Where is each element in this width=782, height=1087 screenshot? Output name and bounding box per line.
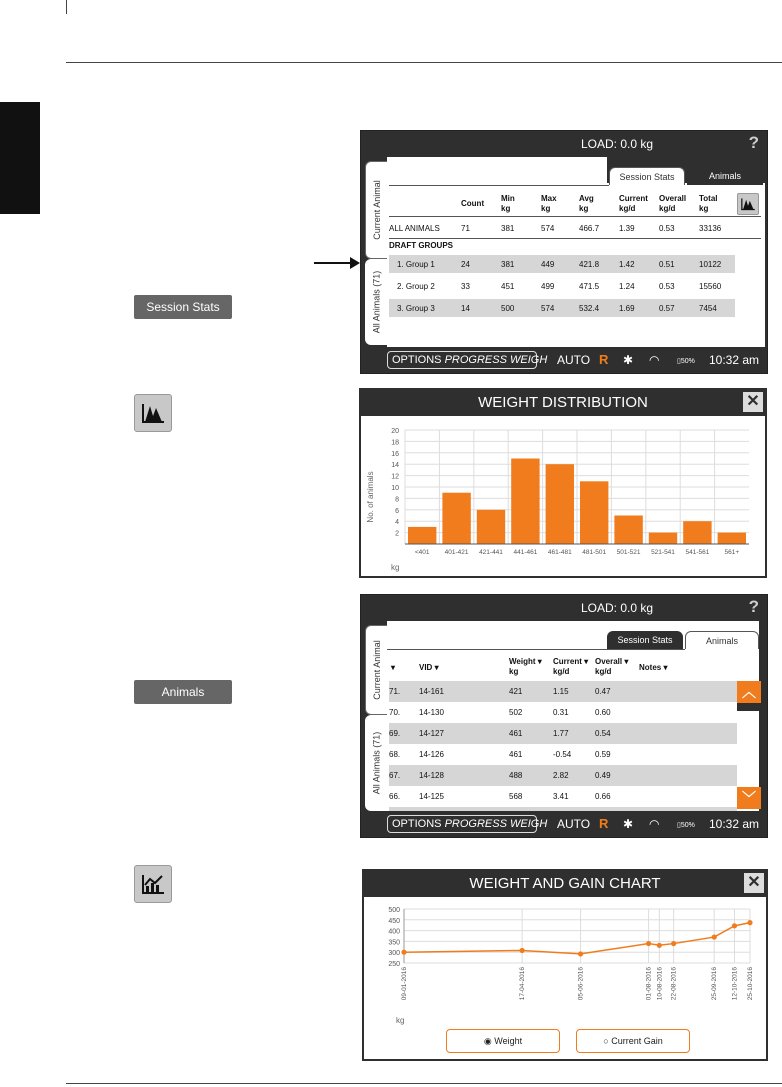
cell: 381 xyxy=(501,224,515,233)
x-tick-label: 441-461 xyxy=(513,549,538,556)
cell: 0.53 xyxy=(659,282,675,291)
cell-current: 1.15 xyxy=(553,687,569,696)
cell-vid: 14-130 xyxy=(419,708,444,717)
stats-table xyxy=(389,191,761,341)
cell-current: 1.77 xyxy=(553,729,569,738)
histogram-icon xyxy=(140,402,166,424)
y-tick-label: 8 xyxy=(395,496,399,504)
bar xyxy=(649,533,677,544)
cell-vid: 14-125 xyxy=(419,792,444,801)
data-point xyxy=(578,951,583,956)
cell: 1.39 xyxy=(619,224,635,233)
cell-n: 71. xyxy=(389,687,401,696)
y-tick-label: 300 xyxy=(388,950,400,958)
top-rule-short xyxy=(66,0,67,14)
battery-icon: ▯50% xyxy=(677,822,695,829)
cell: 33136 xyxy=(699,224,722,233)
top-bar xyxy=(361,595,767,621)
data-point xyxy=(520,948,525,953)
help-icon[interactable]: ? xyxy=(748,597,759,616)
cell-vid: 14-161 xyxy=(419,687,444,696)
x-tick-label: 561+ xyxy=(724,549,740,556)
cell: 0.57 xyxy=(659,304,675,313)
scroll-up-button[interactable]: ︿ xyxy=(737,681,761,703)
top-bar xyxy=(361,131,767,157)
weight-distribution-icon-button[interactable] xyxy=(134,394,172,432)
callout-arrow-line xyxy=(314,262,354,264)
status-bar xyxy=(361,811,767,837)
row-name: 2. Group 2 xyxy=(397,282,435,291)
cell: 421.8 xyxy=(579,260,600,269)
cell-current: 2.82 xyxy=(553,771,569,780)
cell: 15560 xyxy=(699,282,722,291)
cell-vid: 14-127 xyxy=(419,729,444,738)
animal-row[interactable] xyxy=(389,681,737,702)
x-tick-label: 05-06-2016 xyxy=(577,967,585,1001)
y-tick-label: 14 xyxy=(391,462,399,470)
y-tick-label: 500 xyxy=(388,907,400,914)
all-animals-row[interactable] xyxy=(389,219,761,237)
load-readout: LOAD: 0.0 kg xyxy=(581,137,654,151)
row-name: 3. Group 3 xyxy=(397,304,435,313)
bluetooth-icon: ✱ xyxy=(623,817,634,831)
cell: 574 xyxy=(541,224,555,233)
x-axis-label: kg xyxy=(391,563,400,572)
draft-groups-label: DRAFT GROUPS xyxy=(389,241,453,250)
animal-row[interactable] xyxy=(389,723,737,744)
bar xyxy=(408,527,436,544)
session-stats-button[interactable]: Session Stats xyxy=(134,295,232,319)
cell-overall: 0.66 xyxy=(595,792,611,801)
weight-gain-icon-button[interactable] xyxy=(134,865,172,903)
cell: 471.5 xyxy=(579,282,600,291)
tab-all-animals[interactable]: All Animals (71) xyxy=(365,715,387,811)
x-tick-label: 521-541 xyxy=(651,549,675,556)
tab-current-animal[interactable]: Current Animal xyxy=(365,625,387,715)
cell: 1.24 xyxy=(619,282,635,291)
cell-weight: 421 xyxy=(509,687,523,696)
y-tick-label: 4 xyxy=(395,519,399,527)
cell-weight: 502 xyxy=(509,708,523,717)
x-tick-label: 12-10-2016 xyxy=(731,967,739,1001)
cell-overall: 0.54 xyxy=(595,729,611,738)
x-tick-label: 541-561 xyxy=(685,549,710,556)
r-indicator: R xyxy=(599,352,609,367)
data-point xyxy=(401,950,406,955)
x-tick-label: 25-09-2016 xyxy=(711,967,719,1001)
col-total: Total kg xyxy=(699,194,718,213)
cell: 71 xyxy=(461,224,470,233)
line-chart-icon xyxy=(140,873,166,895)
weight-distribution-dialog xyxy=(359,388,767,578)
x-tick-label: <401 xyxy=(414,549,430,556)
bottom-rule xyxy=(66,1083,782,1084)
y-tick-label: 20 xyxy=(391,428,399,435)
y-tick-label: 12 xyxy=(391,473,399,481)
dialog-title: WEIGHT AND GAIN CHART xyxy=(364,871,766,897)
x-tick-label: 481-501 xyxy=(582,549,607,556)
tab-animals[interactable]: Animals xyxy=(687,167,763,185)
col-min: Min kg xyxy=(501,194,515,213)
tab-session-stats[interactable]: Session Stats xyxy=(609,167,685,185)
bar xyxy=(442,493,470,544)
data-point xyxy=(671,941,676,946)
x-tick-label: 501-521 xyxy=(616,549,641,556)
y-tick-label: 10 xyxy=(391,485,399,492)
animals-table xyxy=(389,651,737,811)
bluetooth-icon: ✱ xyxy=(623,353,634,367)
animal-row[interactable] xyxy=(389,744,737,765)
cell: 381 xyxy=(501,260,515,269)
animals-screen xyxy=(360,594,768,838)
col-max: Max kg xyxy=(541,194,557,213)
data-point xyxy=(712,934,717,939)
histogram-icon xyxy=(740,197,756,211)
y-tick-label: 2 xyxy=(395,530,399,538)
x-tick-label: 25-10-2016 xyxy=(747,967,754,1001)
cell: 466.7 xyxy=(579,224,600,233)
bar xyxy=(477,510,505,544)
col-notes[interactable]: Notes ▾ xyxy=(639,663,668,672)
cell: 14 xyxy=(461,304,470,313)
y-tick-label: 6 xyxy=(395,507,399,515)
cell-n: 66. xyxy=(389,792,401,801)
y-tick-label: 350 xyxy=(388,939,400,947)
cell-n: 70. xyxy=(389,708,401,717)
cell: 532.4 xyxy=(579,304,600,313)
x-tick-label: 09-01-2016 xyxy=(401,967,408,1001)
cell: 500 xyxy=(501,304,515,313)
group-row[interactable] xyxy=(389,277,735,295)
x-tick-label: 17-04-2016 xyxy=(519,967,527,1001)
weight-gain-dialog xyxy=(362,869,768,1061)
cell-n: 67. xyxy=(389,771,401,780)
session-stats-screen xyxy=(360,130,768,374)
y-tick-label: 400 xyxy=(388,928,400,936)
col-count: Count xyxy=(461,199,485,208)
cell: 574 xyxy=(541,304,555,313)
cell-overall: 0.60 xyxy=(595,708,611,717)
cell: 451 xyxy=(501,282,515,291)
header-divider xyxy=(389,216,761,217)
section-side-tab xyxy=(0,102,40,214)
x-tick-label: 461-481 xyxy=(547,549,572,556)
tab-strip-line xyxy=(389,185,609,186)
cell: 499 xyxy=(541,282,555,291)
auto-indicator: AUTO xyxy=(557,353,591,367)
cell-overall: 0.47 xyxy=(595,687,611,696)
cell-current: 0.31 xyxy=(553,708,569,717)
col-weight[interactable]: Weight ▾ kg xyxy=(509,657,542,676)
scroll-down-button[interactable]: ﹀ xyxy=(737,787,761,809)
tab-session-stats[interactable]: Session Stats xyxy=(607,631,683,649)
x-tick-label: 10-08-2016 xyxy=(656,967,664,1001)
cell: 7454 xyxy=(699,304,717,313)
cell-current: 3.41 xyxy=(553,792,569,801)
x-tick-label: 421-441 xyxy=(479,549,503,556)
tab-strip-fill xyxy=(387,157,607,185)
row-name: ALL ANIMALS xyxy=(389,224,440,233)
x-axis-label: kg xyxy=(396,1016,405,1025)
y-tick-label: 18 xyxy=(391,439,399,447)
auto-indicator: AUTO xyxy=(557,817,591,831)
group-row[interactable] xyxy=(389,299,735,317)
tab-strip-line xyxy=(387,649,685,650)
col-avg: Avg kg xyxy=(579,194,594,213)
tab-all-animals[interactable]: All Animals (71) xyxy=(365,259,387,345)
cell-weight: 461 xyxy=(509,750,523,759)
clock: 10:32 am xyxy=(709,817,760,831)
bar xyxy=(614,516,642,545)
cell: 0.53 xyxy=(659,224,675,233)
cell-current: -0.54 xyxy=(553,750,572,759)
row-name: 1. Group 1 xyxy=(397,260,435,269)
options-progress-weigh-button[interactable]: OPTIONS PROGRESS WEIGH xyxy=(387,351,537,369)
cell-n: 68. xyxy=(389,750,401,759)
bar xyxy=(580,481,608,544)
col-current[interactable]: Current ▾ kg/d xyxy=(553,657,589,676)
load-readout: LOAD: 0.0 kg xyxy=(581,601,654,615)
y-tick-label: 450 xyxy=(388,917,400,925)
wifi-icon: ◠ xyxy=(649,817,660,831)
col-vid[interactable]: VID ▾ xyxy=(419,663,439,672)
bar xyxy=(546,464,574,544)
current-gain-radio-button[interactable]: ○ Current Gain xyxy=(576,1029,690,1053)
x-tick-label: 01-08-2016 xyxy=(645,967,653,1001)
animal-row[interactable] xyxy=(389,702,737,723)
animal-row[interactable] xyxy=(389,786,737,807)
tab-animals[interactable]: Animals xyxy=(685,631,759,649)
r-indicator: R xyxy=(599,816,609,831)
row-divider xyxy=(389,238,761,239)
bar xyxy=(511,459,539,545)
x-tick-label: 401-421 xyxy=(444,549,469,556)
cell: 10122 xyxy=(699,260,722,269)
col-overall[interactable]: Overall ▾ kg/d xyxy=(595,657,629,676)
cell-overall: 0.59 xyxy=(595,750,611,759)
dialog-title: WEIGHT DISTRIBUTION xyxy=(361,390,765,416)
cell-vid: 14-126 xyxy=(419,750,444,759)
cell: 0.51 xyxy=(659,260,675,269)
tab-current-animal[interactable]: Current Animal xyxy=(365,161,387,259)
y-tick-label: 250 xyxy=(388,961,400,968)
cell-overall: 0.49 xyxy=(595,771,611,780)
cell: 33 xyxy=(461,282,470,291)
y-tick-label: 16 xyxy=(391,450,399,458)
animal-row[interactable] xyxy=(389,765,737,786)
animals-button[interactable]: Animals xyxy=(134,680,232,704)
weight-line-chart xyxy=(364,897,766,1027)
weight-radio-button[interactable]: ◉ Weight xyxy=(446,1029,560,1053)
col-current: Current kg/d xyxy=(619,194,648,213)
group-row[interactable] xyxy=(389,255,735,273)
cell: 1.69 xyxy=(619,304,635,313)
cell: 24 xyxy=(461,260,470,269)
help-icon[interactable]: ? xyxy=(748,133,759,152)
data-point xyxy=(732,923,737,928)
close-icon[interactable]: ✕ xyxy=(743,392,763,412)
sort-icon[interactable]: ▾ xyxy=(391,663,396,672)
cell-weight: 461 xyxy=(509,729,523,738)
histogram-chart xyxy=(361,416,765,576)
status-bar xyxy=(361,347,767,373)
bar xyxy=(718,533,746,544)
options-progress-weigh-button[interactable]: OPTIONS PROGRESS WEIGH xyxy=(387,815,537,833)
data-point xyxy=(747,920,752,925)
top-rule xyxy=(66,62,782,63)
cell-vid: 14-128 xyxy=(419,771,444,780)
wifi-icon: ◠ xyxy=(649,353,660,367)
callout-arrow-head xyxy=(350,257,360,269)
data-point xyxy=(646,941,651,946)
col-overall: Overall kg/d xyxy=(659,194,687,213)
battery-icon: ▯50% xyxy=(677,358,695,365)
histogram-button[interactable] xyxy=(737,193,759,215)
bar xyxy=(683,521,711,544)
scroll-up-shadow xyxy=(737,703,761,711)
cell-n: 69. xyxy=(389,729,401,738)
cell: 449 xyxy=(541,260,555,269)
x-tick-label: 22-08-2016 xyxy=(670,967,678,1001)
close-icon[interactable]: ✕ xyxy=(744,873,764,893)
clock: 10:32 am xyxy=(709,353,760,367)
cell-weight: 568 xyxy=(509,792,523,801)
y-axis-label: No. of animals xyxy=(366,471,375,523)
cell: 1.42 xyxy=(619,260,635,269)
weight-series-line xyxy=(404,923,750,954)
data-point xyxy=(657,943,662,948)
cell-weight: 488 xyxy=(509,771,523,780)
